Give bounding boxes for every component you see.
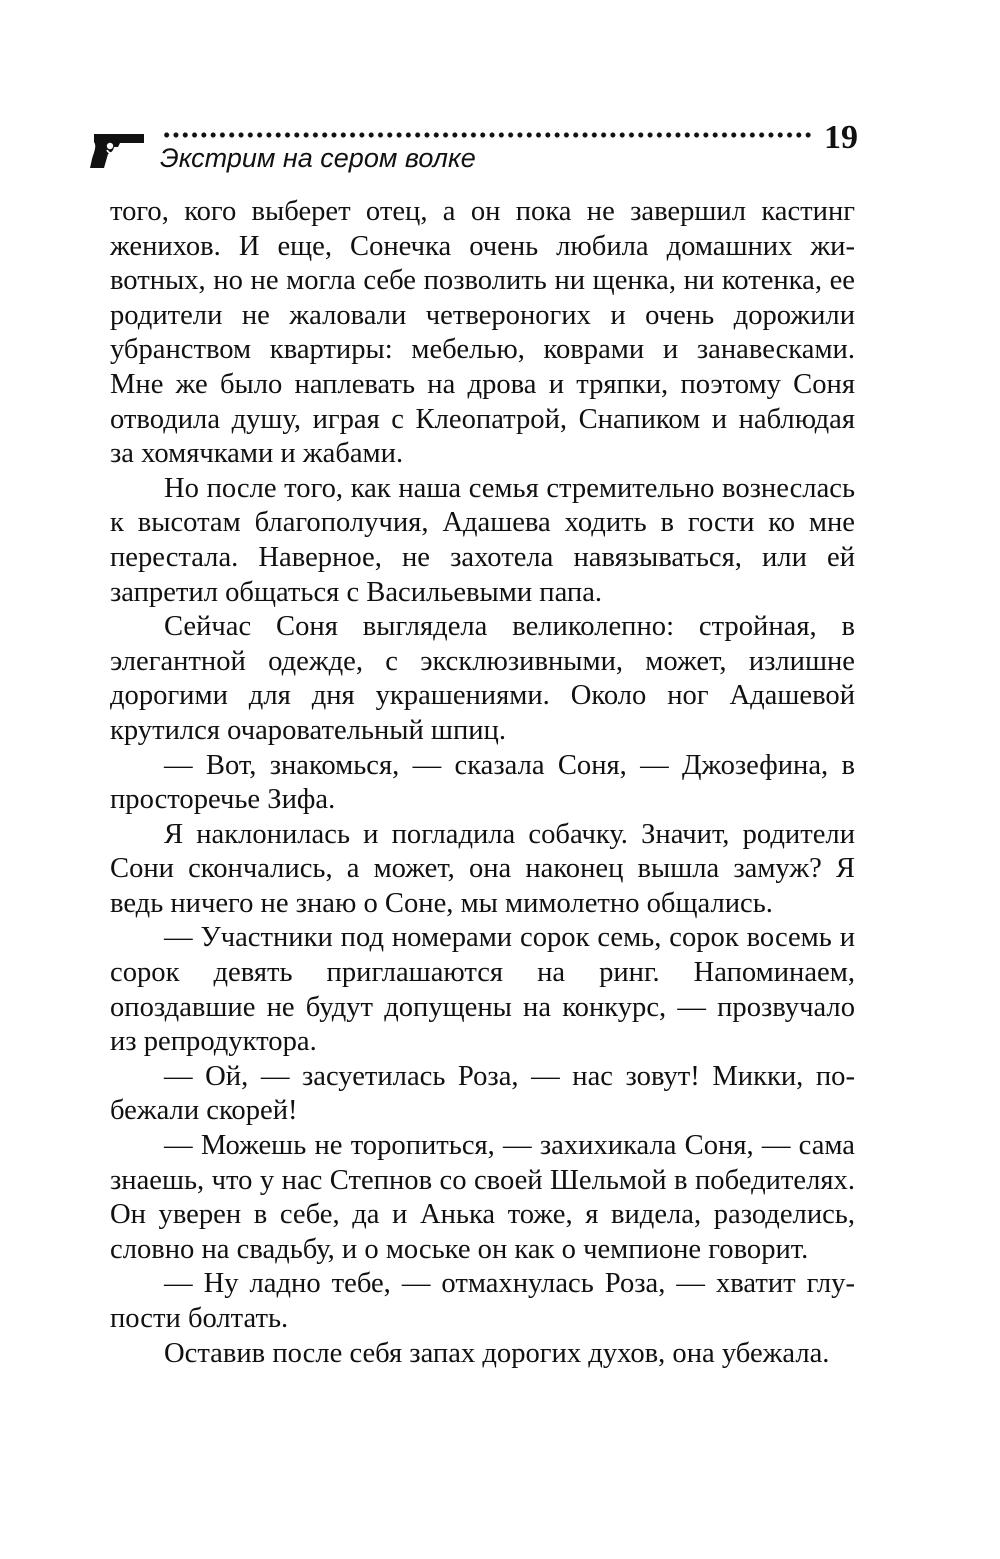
running-header — [88, 118, 868, 178]
paragraph: Оставив после себя запах дорогих духов, она убежала. — [164, 1337, 830, 1369]
paragraph: того, кого выберет отец, а он пока не завершил кастинг женихов. И еще, Сонечка очень любила домашних животных, но не могла себе позволить ни щенка, ни котенка, ее родители не жаловали четвероногих и очень дорожили убранством квартиры: мебелью, коврами и занавесками. Мне же было наплевать на дрова и тряпки, поэтому Соня отводила душу, играя с Клеопатрой, Снапиком и наблюдая за хомячками и жабами. — [110, 196, 855, 470]
paragraph: — Можешь не торопиться, — захихикала Соня, — сама знаешь, что у нас Степнов со своей Шельмой в победителях. Он уверен в себе, да и Анька тоже, я видела, разоделись, словно на свадьбу, и о моське он как о чемпионе говорит. — [110, 1130, 855, 1265]
running-title: Экстрим на сером волке — [160, 143, 476, 173]
paragraph: Я наклонилась и погладила собачку. Значит, родители Сони скончались, а может, она наконец вышла замуж? Я ведь ничего не знаю о Соне, мы мимолетно общались. — [110, 818, 855, 919]
paragraph: Сейчас Соня выглядела великолепно: стройная, в элегантной одежде, с эксклюзивными, может, излишне дорогими для дня украшениями. Около ног Адашевой крутился очаровательный шпиц. — [110, 611, 855, 746]
paragraph: — Ну ладно тебе, — отмахнулась Роза, — хватит глупости болтать. — [110, 1268, 855, 1334]
paragraph: Но после того, как наша семья стремительно вознеслась к высотам благополучия, Адашева ходить в гости ко мне перестала. Наверное, не захотела навязываться, или ей запретил общаться с Васильевыми папа. — [110, 472, 855, 608]
page-number: 19 — [824, 119, 858, 156]
body-text — [110, 195, 855, 1371]
paragraph: — Ой, — засуетилась Роза, — нас зовут! Микки, побежали скорей! — [110, 1060, 855, 1127]
paragraph: — Участники под номерами сорок семь, сорок восемь и сорок девять приглашаются на ринг. Напоминаем, опоздавшие не будут допущены на конкурс, — прозвучало из репродуктора. — [110, 922, 855, 1058]
dotted-rule — [162, 118, 814, 138]
paragraph: — Вот, знакомься, — сказала Соня, — Джозефина, в просторечье Зифа. — [110, 749, 855, 816]
revolver-icon — [88, 130, 146, 170]
